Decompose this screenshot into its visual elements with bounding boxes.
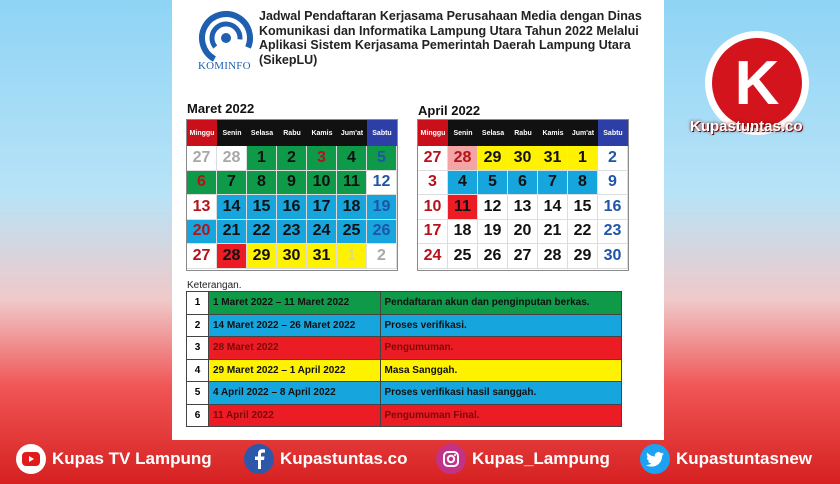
calendar-day: 3: [307, 146, 337, 171]
calendar-day: 27: [187, 244, 217, 269]
calendar-day: 28: [217, 146, 247, 171]
calendar-day: 1: [568, 146, 598, 171]
weekday-header: Senin: [217, 120, 247, 146]
calendar-april: [418, 120, 628, 269]
description: Pendaftaran akun dan penginputan berkas.: [380, 292, 621, 315]
document-page: [172, 0, 664, 440]
weekday-header: Minggu: [187, 120, 217, 146]
row-number: 4: [187, 359, 209, 382]
calendar-day: 4: [337, 146, 367, 171]
keterangan-row: [187, 337, 622, 360]
date-range: 14 Maret 2022 – 26 Maret 2022: [208, 314, 380, 337]
calendar-day: 2: [598, 146, 628, 171]
calendar-day: 15: [247, 195, 277, 220]
calendar-day: 1: [337, 244, 367, 269]
calendar-day: 16: [277, 195, 307, 220]
weekday-header: Jum'at: [337, 120, 367, 146]
calendar-day: 31: [538, 146, 568, 171]
weekday-header: Sabtu: [598, 120, 628, 146]
calendar-day: 14: [538, 195, 568, 220]
weekday-header: Senin: [448, 120, 478, 146]
calendar-day: 16: [598, 195, 628, 220]
calendar-day: 23: [277, 220, 307, 245]
calendar-day: 12: [478, 195, 508, 220]
calendar-day: 7: [217, 171, 247, 196]
calendar-day: 24: [307, 220, 337, 245]
calendar-day: 30: [598, 244, 628, 269]
keterangan-row: [187, 404, 622, 427]
calendar-day: 10: [418, 195, 448, 220]
calendar-day: 31: [307, 244, 337, 269]
calendar-day: 19: [478, 220, 508, 245]
calendar-day: 18: [448, 220, 478, 245]
calendar-day: 26: [478, 244, 508, 269]
social-label: Kupastuntas.co: [280, 449, 408, 468]
calendar-day: 9: [598, 171, 628, 196]
calendar-maret: [187, 120, 397, 269]
row-number: 2: [187, 314, 209, 337]
document-title: Jadwal Pendaftaran Kerjasama Perusahaan Media dengan Dinas Komunikasi dan Informatika Lampung Utara Tahun 2022 Melalui Aplikasi Sistem Kerjasama Pemerintah Daerah Lampung Utara (SikepLU): [259, 9, 642, 67]
calendar-day: 17: [418, 220, 448, 245]
calendar-day: 24: [418, 244, 448, 269]
calendar-day: 22: [568, 220, 598, 245]
description: Masa Sanggah.: [380, 359, 621, 382]
social-facebook[interactable]: [244, 444, 408, 474]
calendar-day: 29: [568, 244, 598, 269]
maret-title: Maret 2022: [187, 101, 255, 116]
weekday-header: Kamis: [538, 120, 568, 146]
weekday-header: Sabtu: [367, 120, 397, 146]
calendar-day: 28: [217, 244, 247, 269]
description: Pengumuman Final.: [380, 404, 621, 427]
weekday-header: Minggu: [418, 120, 448, 146]
keterangan-row: [187, 292, 622, 315]
calendar-day: 25: [337, 220, 367, 245]
keterangan-row: [187, 359, 622, 382]
calendar-day: 2: [277, 146, 307, 171]
calendar-day: 28: [538, 244, 568, 269]
calendar-day: 6: [187, 171, 217, 196]
calendar-day: 2: [367, 244, 397, 269]
calendar-day: 5: [478, 171, 508, 196]
calendar-day: 30: [508, 146, 538, 171]
calendar-day: 20: [508, 220, 538, 245]
april-title: April 2022: [418, 103, 481, 118]
calendar-day: 17: [307, 195, 337, 220]
calendar-day: 12: [367, 171, 397, 196]
date-range: 29 Maret 2022 – 1 April 2022: [208, 359, 380, 382]
calendar-day: 27: [187, 146, 217, 171]
calendar-day: 15: [568, 195, 598, 220]
row-number: 6: [187, 404, 209, 427]
date-range: 11 April 2022: [208, 404, 380, 427]
calendar-day: 11: [448, 195, 478, 220]
keterangan-row: [187, 382, 622, 405]
brand-name: Kupastuntas.co: [690, 118, 803, 135]
social-instagram[interactable]: [436, 444, 610, 474]
youtube-icon: [16, 444, 46, 474]
calendar-day: 28: [448, 146, 478, 171]
calendar-day: 26: [367, 220, 397, 245]
calendar-day: 21: [538, 220, 568, 245]
calendar-day: 29: [478, 146, 508, 171]
twitter-icon: [640, 444, 670, 474]
calendar-day: 1: [247, 146, 277, 171]
calendar-day: 3: [418, 171, 448, 196]
weekday-header: Selasa: [247, 120, 277, 146]
weekday-header: Jum'at: [568, 120, 598, 146]
calendar-day: 21: [217, 220, 247, 245]
weekday-header: Selasa: [478, 120, 508, 146]
weekday-header: Rabu: [508, 120, 538, 146]
keterangan-table: [186, 291, 622, 427]
calendar-day: 20: [187, 220, 217, 245]
calendar-day: 10: [307, 171, 337, 196]
date-range: 1 Maret 2022 – 11 Maret 2022: [208, 292, 380, 315]
calendar-day: 9: [277, 171, 307, 196]
description: Proses verifikasi hasil sanggah.: [380, 382, 621, 405]
calendar-day: 8: [568, 171, 598, 196]
social-youtube[interactable]: [16, 444, 212, 474]
calendar-day: 18: [337, 195, 367, 220]
calendar-day: 22: [247, 220, 277, 245]
calendar-day: 6: [508, 171, 538, 196]
instagram-icon: [436, 444, 466, 474]
calendar-day: 11: [337, 171, 367, 196]
date-range: 28 Maret 2022: [208, 337, 380, 360]
social-label: Kupas TV Lampung: [52, 449, 212, 468]
social-twitter[interactable]: [640, 444, 812, 474]
row-number: 3: [187, 337, 209, 360]
row-number: 1: [187, 292, 209, 315]
calendar-day: 7: [538, 171, 568, 196]
calendar-day: 13: [187, 195, 217, 220]
facebook-icon: [244, 444, 274, 474]
calendar-day: 5: [367, 146, 397, 171]
calendar-day: 23: [598, 220, 628, 245]
calendar-day: 27: [418, 146, 448, 171]
date-range: 4 April 2022 – 8 April 2022: [208, 382, 380, 405]
description: Pengumuman.: [380, 337, 621, 360]
calendar-day: 25: [448, 244, 478, 269]
calendar-day: 4: [448, 171, 478, 196]
weekday-header: Kamis: [307, 120, 337, 146]
keterangan-label: Keterangan.: [187, 280, 242, 291]
calendar-day: 14: [217, 195, 247, 220]
calendar-day: 19: [367, 195, 397, 220]
description: Proses verifikasi.: [380, 314, 621, 337]
calendar-day: 30: [277, 244, 307, 269]
calendar-day: 13: [508, 195, 538, 220]
keterangan-row: [187, 314, 622, 337]
calendar-day: 29: [247, 244, 277, 269]
social-label: Kupas_Lampung: [472, 449, 610, 468]
logo-text: KOMINFO: [198, 60, 251, 72]
row-number: 5: [187, 382, 209, 405]
logo-letter: K: [734, 49, 780, 118]
calendar-day: 8: [247, 171, 277, 196]
calendar-day: 27: [508, 244, 538, 269]
weekday-header: Rabu: [277, 120, 307, 146]
social-label: Kupastuntasnew: [676, 449, 813, 468]
